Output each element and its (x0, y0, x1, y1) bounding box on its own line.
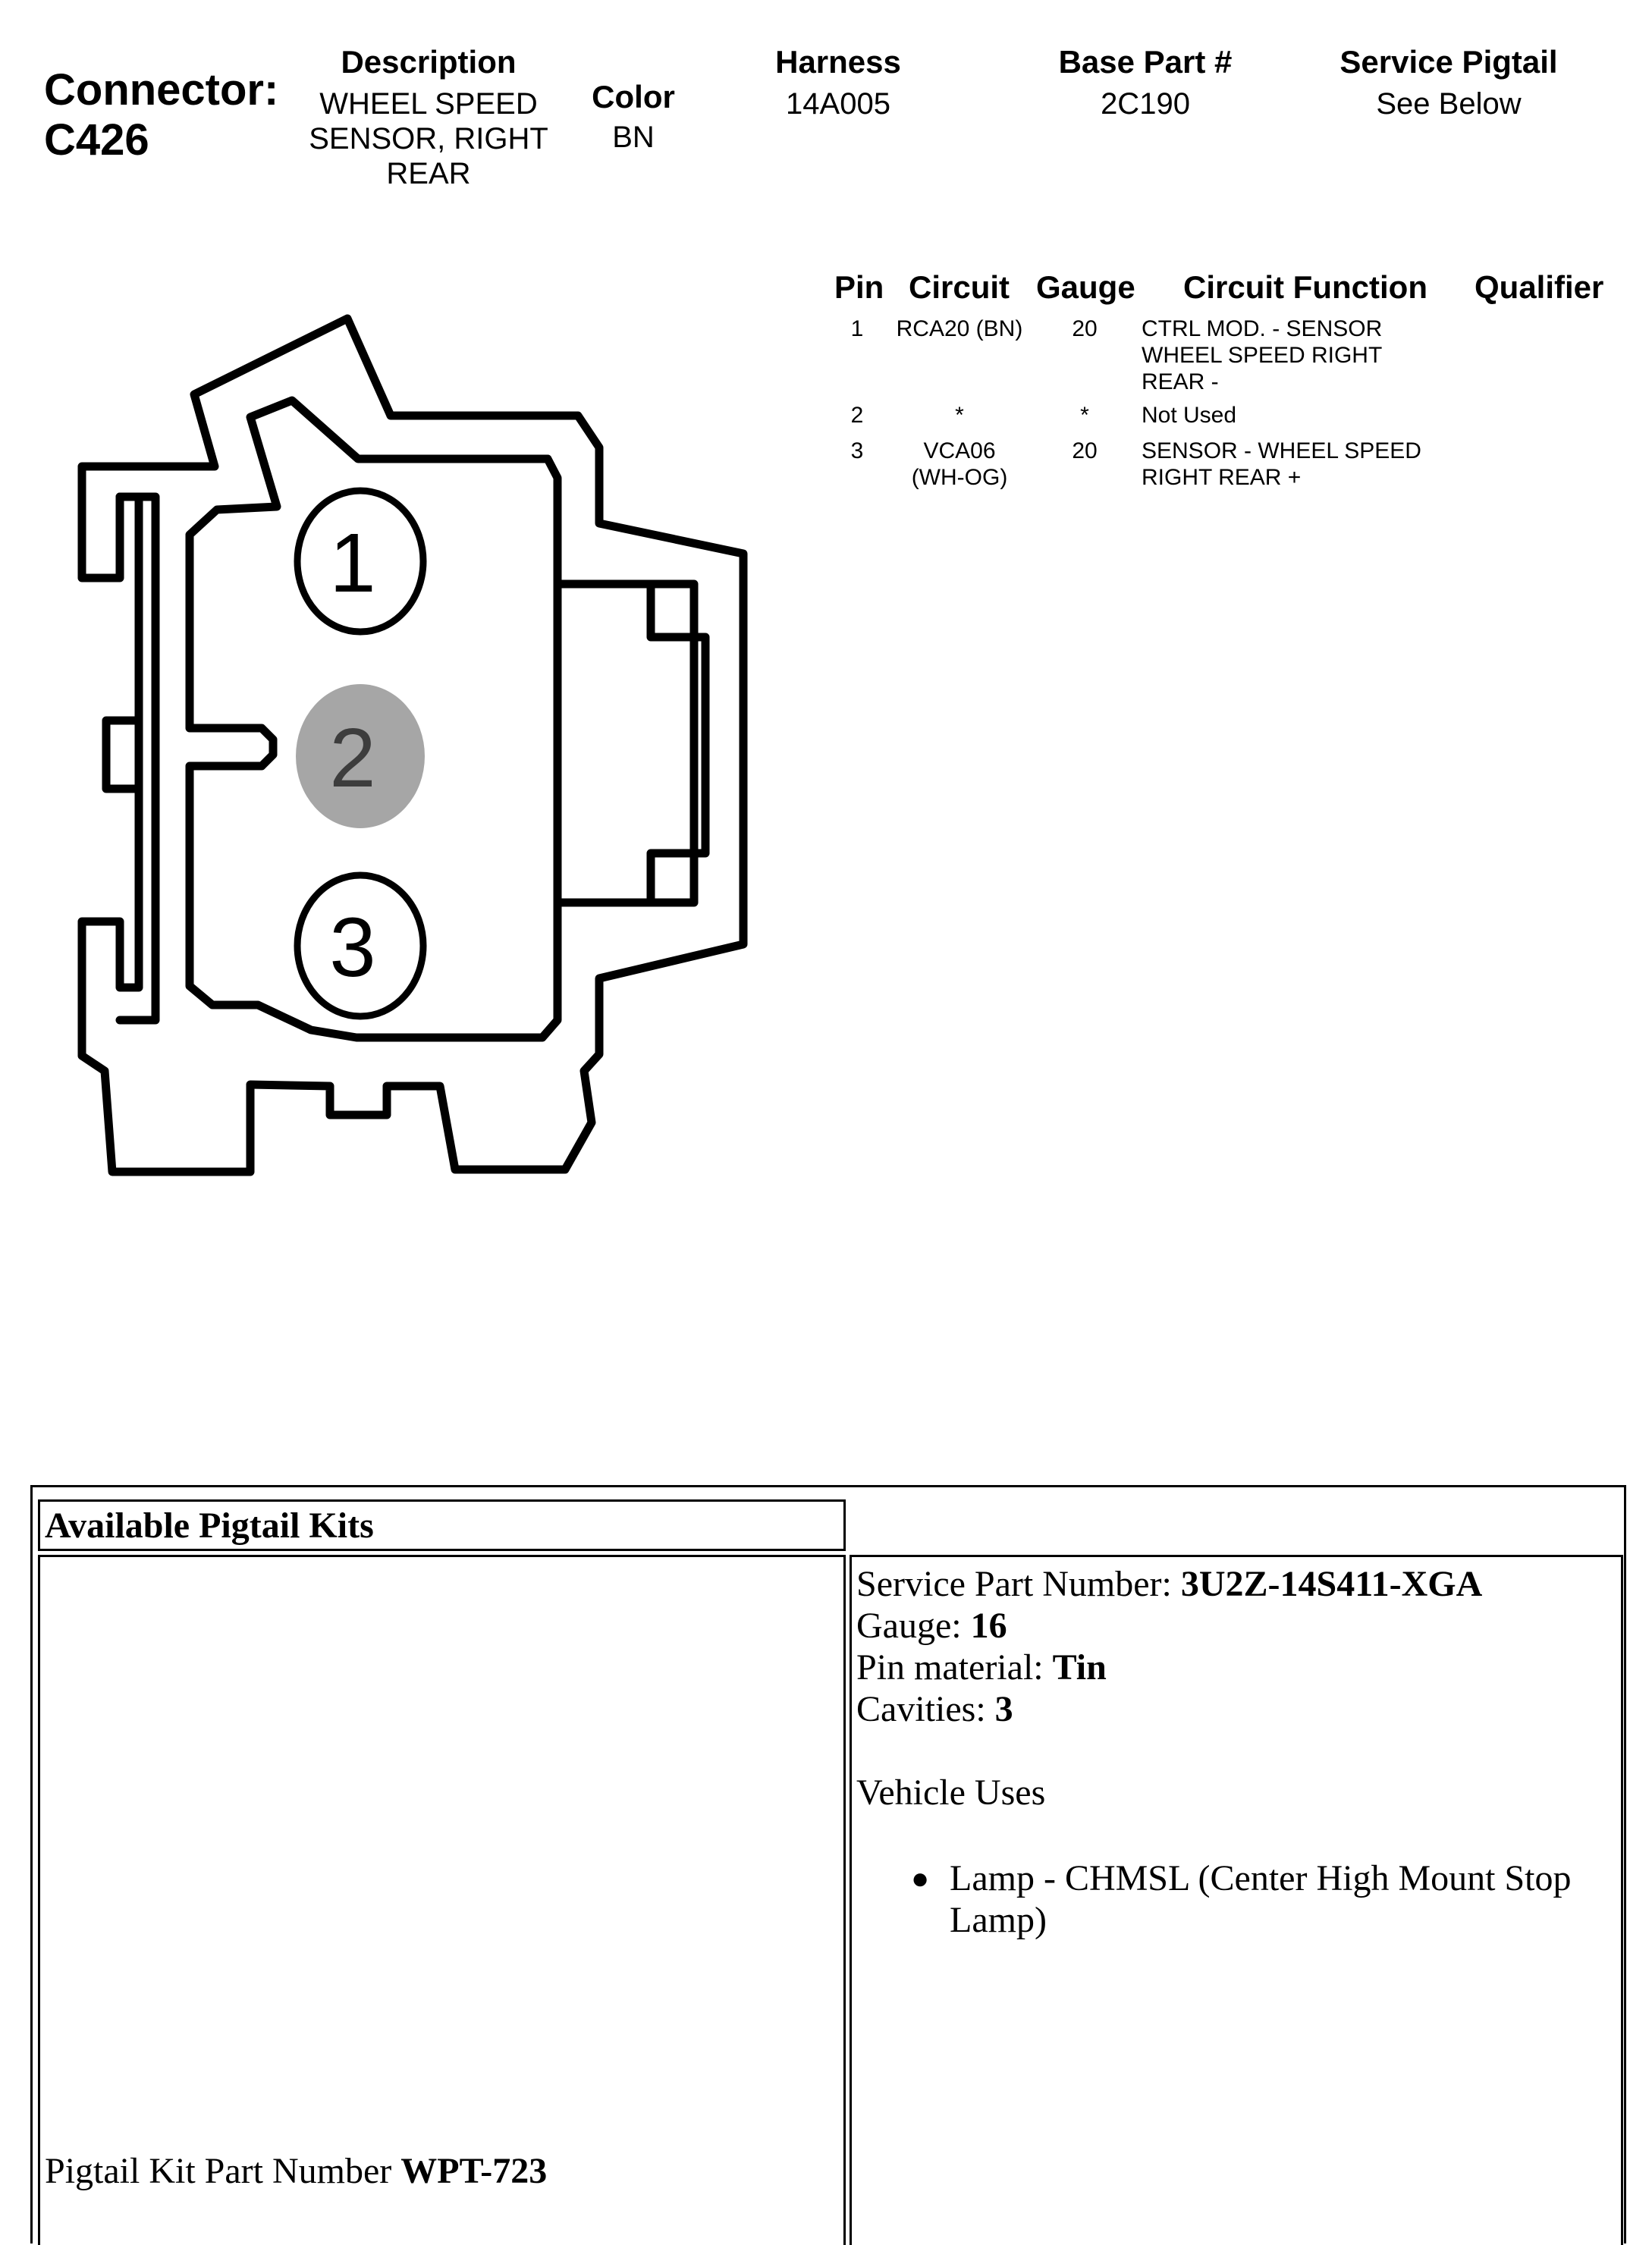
description-title: Description (341, 44, 517, 80)
description-line: WHEEL SPEED (319, 87, 538, 121)
gauge-value: 16 (970, 1606, 1007, 1646)
description-line: SENSOR, RIGHT (309, 122, 548, 155)
base-part-title: Base Part # (1058, 44, 1233, 80)
circuit-line: VCA06 (923, 438, 996, 463)
circuit-function-cell (1142, 402, 1468, 429)
description-line: REAR (386, 157, 471, 190)
pigtail-details-cell (850, 1555, 1623, 2245)
circuit-line: (WH-OG) (911, 465, 1008, 490)
gauge-header: Gauge (1036, 269, 1135, 305)
gauge-cell: 20 (1072, 316, 1098, 341)
cavities-value: 3 (994, 1689, 1013, 1729)
circuit-header: Circuit (909, 269, 1010, 305)
pigtail-image-cell (38, 1555, 846, 2245)
pigtail-title-cell (38, 1499, 846, 1551)
gauge-info (856, 1605, 1572, 1647)
function-line: SENSOR - WHEEL SPEED (1142, 438, 1421, 463)
service-part-number (856, 1563, 1572, 1605)
pin-number: 3 (850, 438, 864, 463)
right-latch-notch (651, 584, 694, 637)
harness-value: 14A005 (786, 87, 890, 121)
harness-title: Harness (775, 44, 901, 80)
kit-number: WPT-723 (400, 2151, 548, 2191)
vehicle-use-list-item (856, 1857, 1572, 1941)
vehicle-uses-title: Vehicle Uses (856, 1772, 1046, 1813)
vehicle-use-line: Lamp) (950, 1900, 1047, 1940)
circuit-function-cell (1142, 316, 1468, 395)
pin-number: 2 (850, 403, 864, 428)
circuit-line: * (955, 403, 964, 428)
function-line: Not Used (1142, 403, 1237, 428)
pin-material-value: Tin (1052, 1647, 1107, 1688)
pigtail-kit-part-number (45, 2150, 547, 2192)
pigtail-section-title: Available Pigtail Kits (45, 1506, 374, 1546)
color-title: Color (592, 79, 675, 115)
connector-label: Connector: (44, 65, 279, 115)
circuit-cell (880, 438, 1039, 491)
pin-label: 3 (329, 901, 376, 994)
service-part-label: Service Part Number: (856, 1564, 1172, 1604)
qualifier-header: Qualifier (1475, 269, 1604, 305)
pin-material-label: Pin material: (856, 1647, 1044, 1688)
circuit-cell (880, 316, 1039, 342)
pin-header: Pin (834, 269, 884, 305)
service-pigtail-column (1320, 44, 1578, 121)
pin-material-info (856, 1647, 1572, 1688)
service-pigtail-value: See Below (1376, 87, 1522, 121)
left-side-tab (106, 721, 139, 789)
pin-number: 1 (850, 316, 864, 341)
function-line: CTRL MOD. - SENSOR (1142, 316, 1383, 341)
service-pigtail-title: Service Pigtail (1340, 44, 1558, 80)
pin-label: 1 (329, 517, 376, 610)
bullet-icon: ● (911, 1861, 930, 1895)
gauge-cell: * (1080, 403, 1089, 428)
vehicle-use-line: Lamp - CHMSL (Center High Mount Stop (950, 1858, 1572, 1898)
kit-label: Pigtail Kit Part Number (45, 2151, 392, 2191)
function-line: REAR - (1142, 369, 1219, 394)
gauge-label: Gauge: (856, 1606, 962, 1646)
function-line: WHEEL SPEED RIGHT (1142, 343, 1383, 368)
circuit-function-cell (1142, 438, 1468, 491)
service-part-value: 3U2Z-14S411-XGA (1180, 1564, 1483, 1604)
circuit-cell (880, 402, 1039, 429)
connector-face-diagram (0, 0, 804, 1214)
connector-id: C426 (44, 115, 149, 165)
base-part-column (1032, 44, 1259, 121)
function-line: RIGHT REAR + (1142, 465, 1302, 490)
right-latch-notch (651, 853, 694, 903)
cavities-label: Cavities: (856, 1689, 986, 1729)
pin-label: 2 (329, 711, 376, 805)
circuit-function-header: Circuit Function (1183, 269, 1427, 305)
cavities-info (856, 1688, 1572, 1730)
base-part-value: 2C190 (1101, 87, 1190, 121)
circuit-line: RCA20 (BN) (896, 316, 1023, 341)
color-value: BN (612, 121, 655, 154)
gauge-cell: 20 (1072, 438, 1098, 463)
